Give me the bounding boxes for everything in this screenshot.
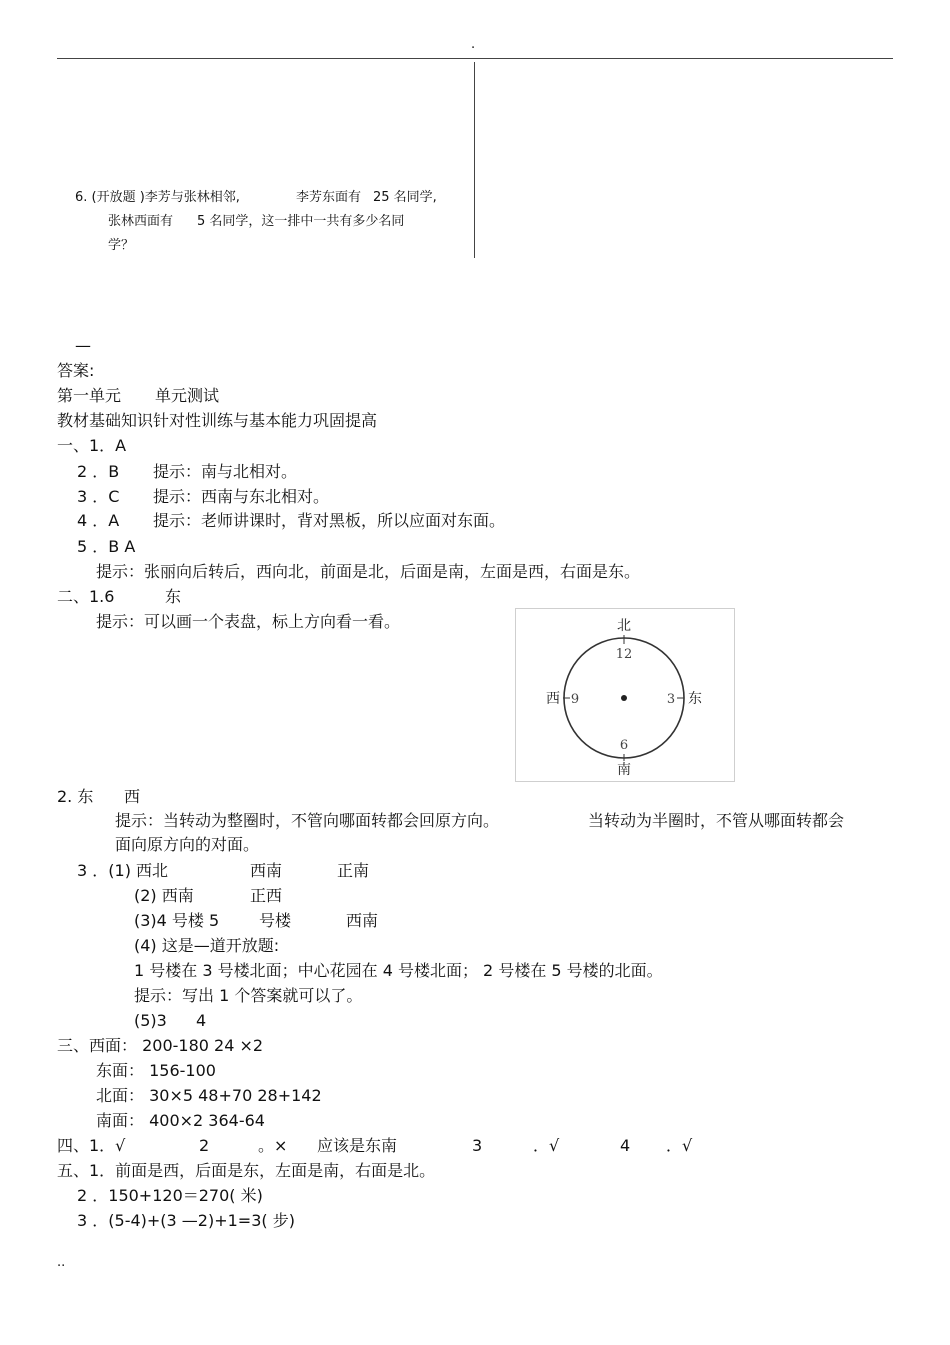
question6-line2-b: 5 名同学，这一排中一共有多少名同 xyxy=(197,214,405,229)
s2-q1-b: 东 xyxy=(165,587,182,606)
s3-south: 南面： 400×2 364-64 xyxy=(96,1111,265,1130)
s4-d: 应该是东南 xyxy=(317,1136,398,1155)
clock-center-dot xyxy=(621,695,627,701)
answer-subtitle: 教材基础知识针对性训练与基本能力巩固提高 xyxy=(57,411,378,430)
s1-q2-num: 2 ．B xyxy=(77,462,120,481)
question6-line1-b: 李芳东面有 xyxy=(296,190,362,205)
unit-title-a: 第一单元 xyxy=(57,386,122,405)
s2-q3-3b: 号楼 xyxy=(259,911,292,930)
answer-heading: 答案: xyxy=(57,361,95,380)
s2-q3-4-answer: 1 号楼在 3 号楼北面；中心花园在 4 号楼北面； 2 号楼在 5 号楼的北面。 xyxy=(134,961,663,980)
s2-q3-3a: (3)4 号楼 5 xyxy=(134,911,220,930)
s4-a: 四、1．√ xyxy=(57,1136,126,1155)
clock-east-label: 东 xyxy=(688,691,702,707)
s2-q3-1c: 正南 xyxy=(337,861,370,880)
clock-figure xyxy=(515,608,735,782)
question6-line1-a: 6. (开放题 )李芳与张林相邻, xyxy=(75,190,240,205)
s1-q4-hint: 提示：老师讲课时，背对黑板，所以应面对东面。 xyxy=(153,511,506,530)
clock-north-label: 北 xyxy=(617,618,631,634)
answer-dash: — xyxy=(75,336,91,355)
s4-h: ．√ xyxy=(666,1136,693,1155)
s2-q3-5b: 4 xyxy=(196,1011,207,1030)
clock-num-6: 6 xyxy=(619,738,629,753)
s2-q3-2a: (2) 西南 xyxy=(134,886,194,905)
column-divider xyxy=(474,62,475,258)
s4-g: 4 xyxy=(620,1136,631,1155)
s1-q3-num: 3 ．C xyxy=(77,487,120,506)
s2-q2-hint-c: 面向原方向的对面。 xyxy=(115,835,260,854)
s2-q3-4: (4) 这是—道开放题: xyxy=(134,936,280,955)
s2-q3-1b: 西南 xyxy=(250,861,283,880)
s4-b: 2 xyxy=(199,1136,210,1155)
s1-q2-hint: 提示：南与北相对。 xyxy=(153,462,298,481)
question6-line1-c: 25 名同学, xyxy=(373,190,437,205)
s1-q3-hint: 提示：西南与东北相对。 xyxy=(153,487,330,506)
clock-diagram xyxy=(515,608,735,782)
clock-num-9: 9 xyxy=(570,692,580,707)
unit-title-b: 单元测试 xyxy=(155,386,220,405)
top-mark: . xyxy=(471,37,476,52)
s2-q2-hint-b: 当转动为半圈时，不管从哪面转都会 xyxy=(588,811,845,830)
s2-q2-a: 2. 东 xyxy=(57,787,94,806)
s1-q5-num: 5 ．B A xyxy=(77,537,136,556)
s3-north: 北面： 30×5 48+70 28+142 xyxy=(96,1086,322,1105)
clock-num-12: 12 xyxy=(615,647,633,662)
s4-e: 3 xyxy=(472,1136,483,1155)
question6-line3: 学？ xyxy=(108,238,135,253)
s4-c: 。× xyxy=(258,1136,288,1155)
s1-q5-hint: 提示：张丽向后转后，西向北，前面是北，后面是南，左面是西，右面是东。 xyxy=(96,562,641,581)
header-rule xyxy=(57,58,893,59)
s5-q2: 2 ．150+120＝270( 米) xyxy=(77,1186,263,1205)
bottom-mark: .. xyxy=(57,1255,66,1270)
s2-q1-hint: 提示：可以画一个表盘，标上方向看一看。 xyxy=(96,612,401,631)
s2-q3-4-hint: 提示：写出 1 个答案就可以了。 xyxy=(134,986,363,1005)
s1-q4-num: 4 ．A xyxy=(77,511,120,530)
s2-q1-a: 二、1.6 xyxy=(57,587,115,606)
s2-q3-1a: 3 ．(1) 西北 xyxy=(77,861,169,880)
s2-q2-hint-a: 提示：当转动为整圈时，不管向哪面转都会回原方向。 xyxy=(115,811,500,830)
clock-west-label: 西 xyxy=(546,691,560,707)
s2-q2-b: 西 xyxy=(124,787,141,806)
s2-q3-2b: 正西 xyxy=(250,886,283,905)
clock-num-3: 3 xyxy=(666,692,676,707)
s5-q3: 3 ．(5-4)+(3 —2)+1=3( 步) xyxy=(77,1211,295,1230)
s2-q3-5a: (5)3 xyxy=(134,1011,167,1030)
s1-q1: 一、1．A xyxy=(57,436,127,455)
s4-f: ．√ xyxy=(533,1136,560,1155)
question6-line2-a: 张林西面有 xyxy=(108,214,174,229)
s2-q3-3c: 西南 xyxy=(346,911,379,930)
clock-south-label: 南 xyxy=(617,762,631,778)
s3-west: 三、西面： 200-180 24 ×2 xyxy=(57,1036,264,1055)
s3-east: 东面： 156-100 xyxy=(96,1061,216,1080)
s5-q1: 五、1．前面是西，后面是东，左面是南，右面是北。 xyxy=(57,1161,436,1180)
